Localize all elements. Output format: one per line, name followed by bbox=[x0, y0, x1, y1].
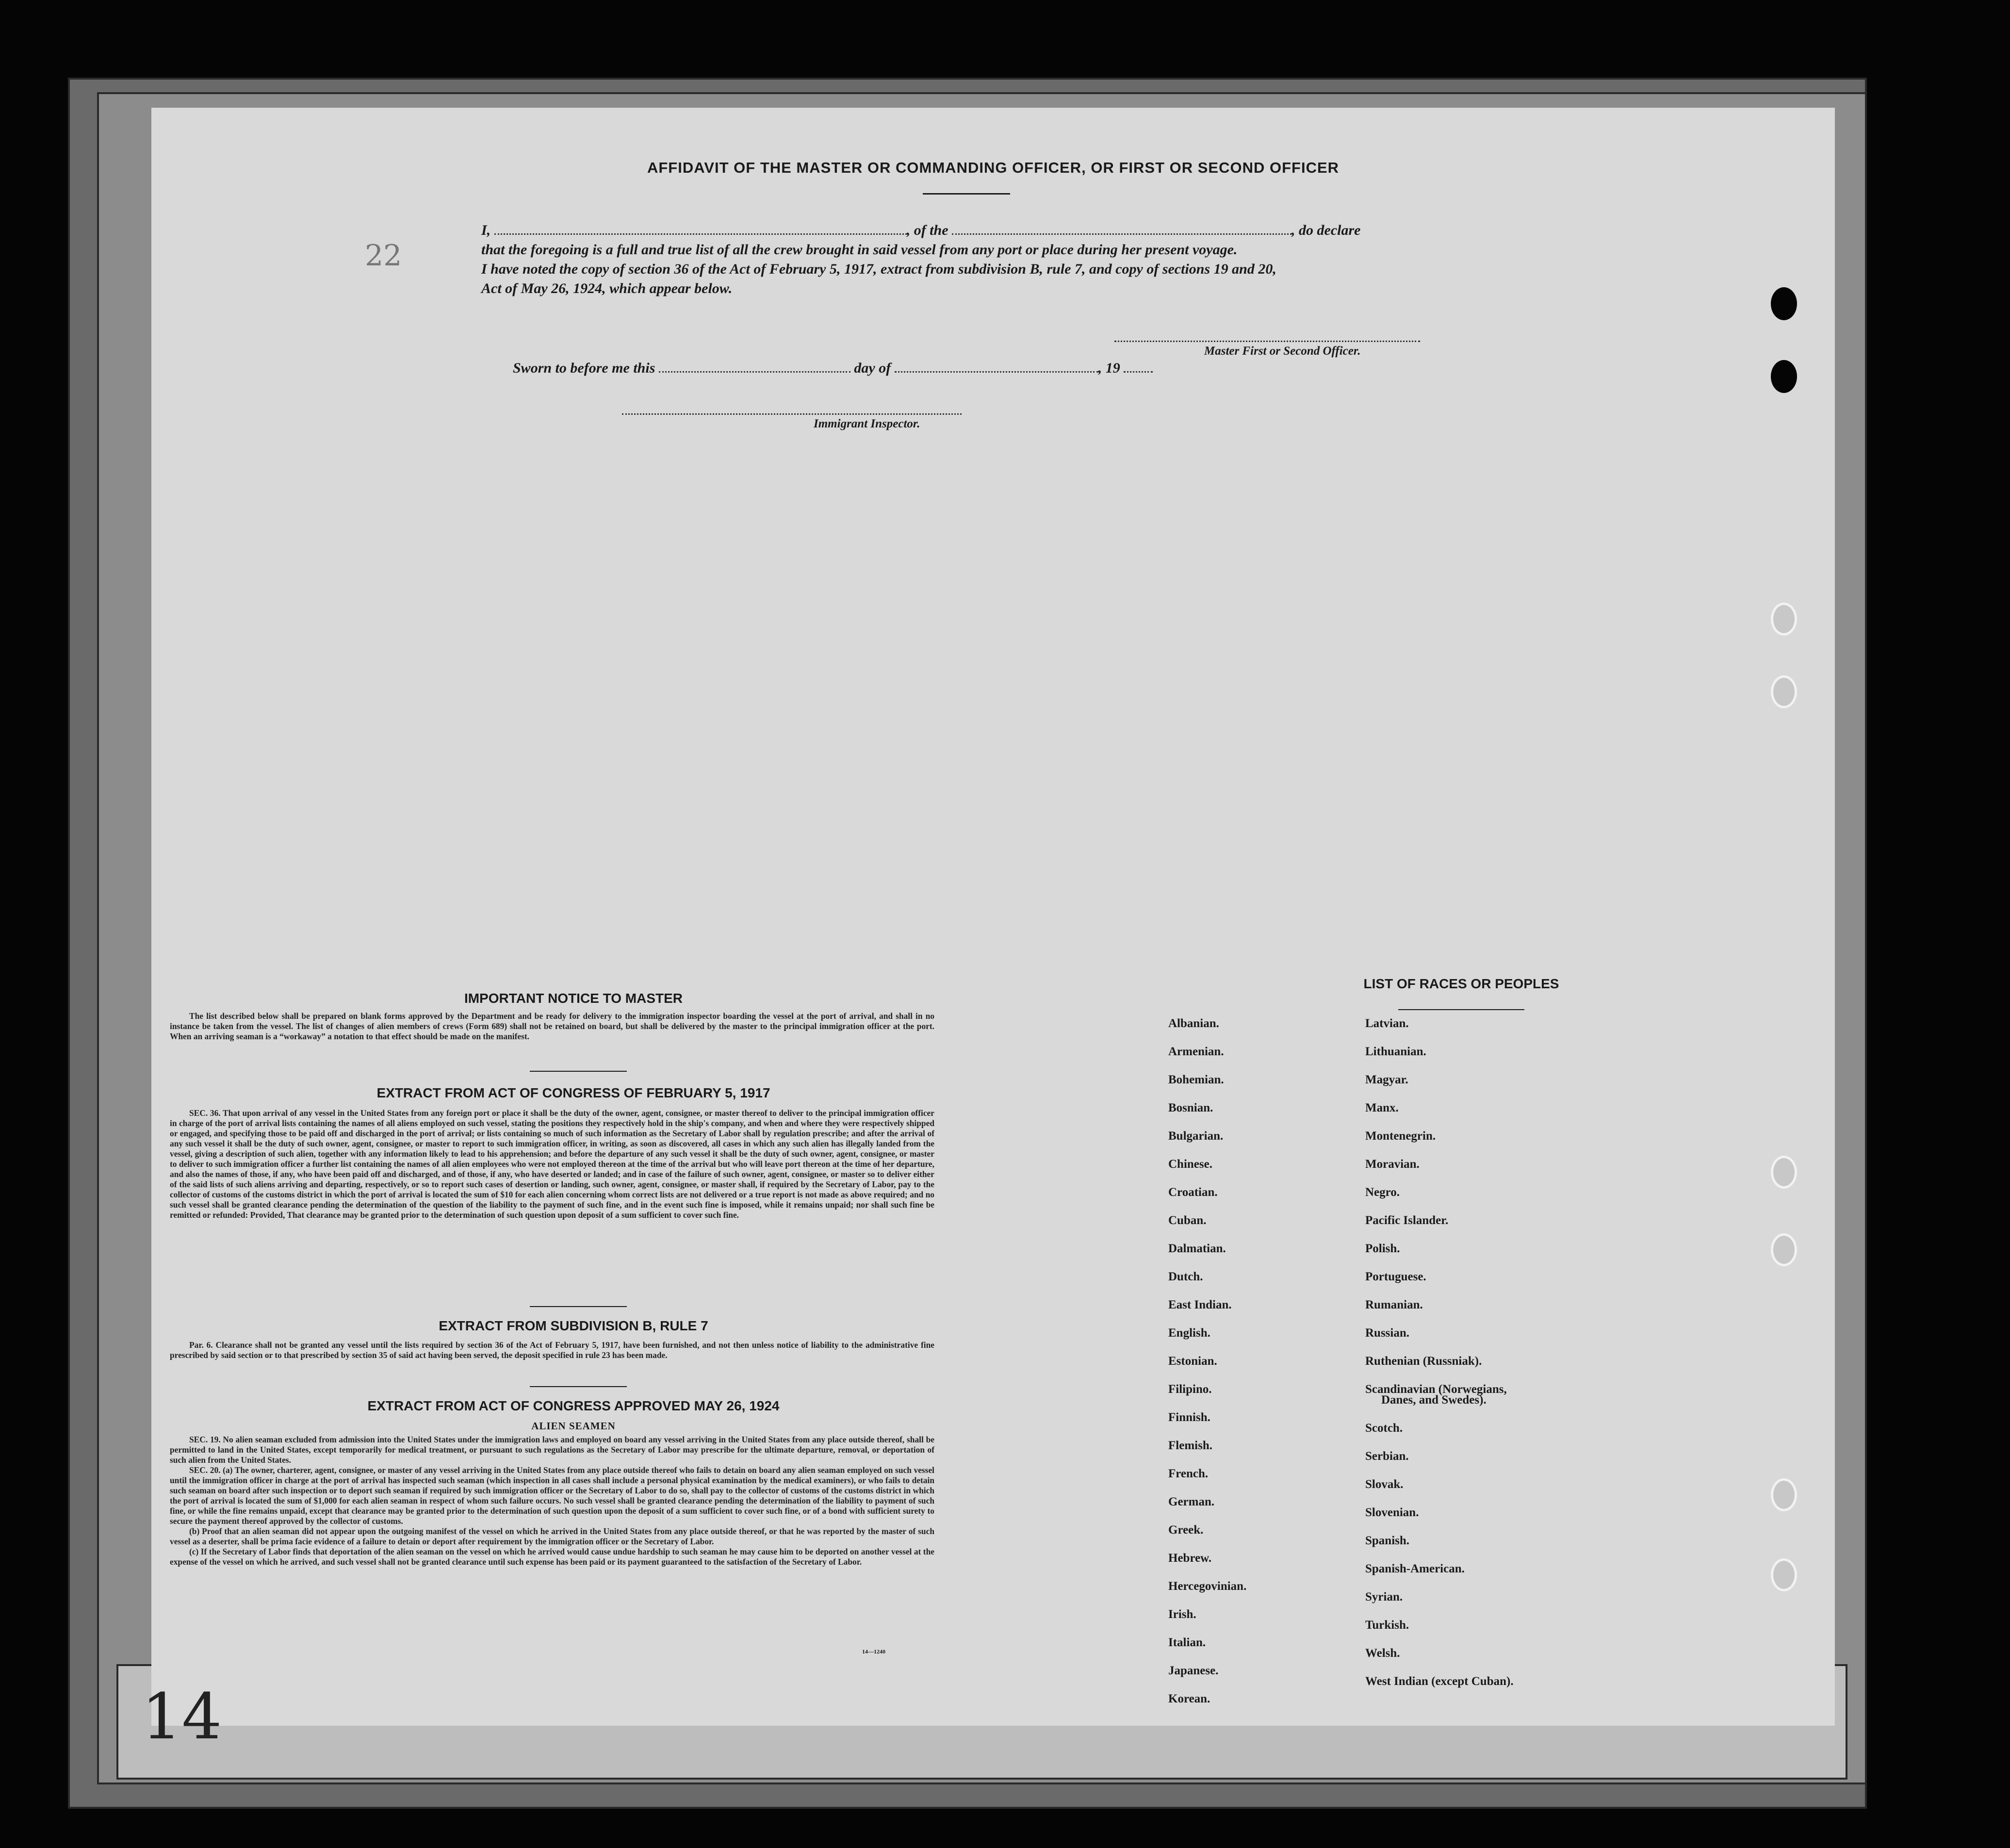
race-item: Spanish. bbox=[1365, 1534, 1410, 1547]
race-item: Hebrew. bbox=[1168, 1552, 1212, 1565]
races-title: LIST OF RACES OR PEOPLES bbox=[1363, 976, 1559, 991]
race-item: Albanian. bbox=[1168, 1017, 1219, 1030]
sworn-year: , 19 bbox=[1098, 360, 1120, 376]
race-item: Pacific Islander. bbox=[1365, 1214, 1449, 1227]
blank-month bbox=[895, 368, 1098, 373]
binder-hole bbox=[1771, 603, 1797, 636]
section-19-text: SEC. 19. No alien seaman excluded from admission into the United States under the immigration laws and employed on board any vessel arriving in the United States from any place outside thereof, shall be permitted to land in the United States, except temporarily for medical treatment, or pursuant to such regulations as the Secretary of Labor may prescribe for the ultimate departure, removal, or deportation of such alien from the United States. bbox=[170, 1435, 934, 1465]
document-page bbox=[142, 108, 1835, 1753]
race-item: Finnish. bbox=[1168, 1411, 1210, 1424]
binder-hole bbox=[1771, 360, 1797, 393]
sworn-text: Sworn to before me this bbox=[513, 360, 655, 376]
race-item: Moravian. bbox=[1365, 1158, 1420, 1171]
race-item: Danes, and Swedes). bbox=[1381, 1393, 1487, 1406]
race-item: Latvian. bbox=[1365, 1017, 1409, 1030]
affidavit-line-1 bbox=[481, 222, 1360, 239]
race-item: Armenian. bbox=[1168, 1045, 1224, 1058]
race-item: Chinese. bbox=[1168, 1158, 1212, 1171]
race-item: Slovak. bbox=[1365, 1478, 1404, 1491]
race-item: Irish. bbox=[1168, 1608, 1196, 1621]
race-item: Cuban. bbox=[1168, 1214, 1207, 1227]
affidavit-title: AFFIDAVIT OF THE MASTER OR COMMANDING OFFICER, OR FIRST OR SECOND OFFICER bbox=[647, 159, 1340, 176]
binder-hole bbox=[1771, 1558, 1797, 1591]
sworn-day-of: day of bbox=[854, 360, 891, 376]
race-item: Rumanian. bbox=[1365, 1298, 1423, 1311]
race-item: Manx. bbox=[1365, 1101, 1399, 1114]
race-item: Bohemian. bbox=[1168, 1073, 1224, 1086]
master-signature-label: Master First or Second Officer. bbox=[1204, 344, 1361, 358]
extract-1924-text bbox=[170, 1435, 934, 1567]
binder-hole bbox=[1771, 287, 1797, 320]
divider-rule bbox=[530, 1071, 627, 1072]
race-item: Filipino. bbox=[1168, 1383, 1212, 1396]
race-item: West Indian (except Cuban). bbox=[1365, 1675, 1514, 1688]
races-title-rule bbox=[1398, 1009, 1524, 1010]
sworn-line bbox=[513, 360, 1153, 376]
affidavit-line-4: Act of May 26, 1924, which appear below. bbox=[481, 280, 733, 296]
section-20a-text: SEC. 20. (a) The owner, charterer, agent, consignee, or master of any vessel arriving in the United States from any place outside thereof who fails to detain on board any alien seaman employed on such vessel until the immigration officer in charge at the port of arrival has inspected such seaman (which inspection in all cases shall include a personal physical examination by the medical examiners), or who fails to detain such seaman on board after such inspection or to deport such seaman if required by such immigration officer or the Secretary of Labor to do so, shall pay to the collector of customs of the customs district in which the port of arrival is located the sum of $1,000 for each alien seaman in respect of whom such failure occurs. No such vessel shall be granted clearance pending the determination of the liability to payment of such fine, or while the fine remains unpaid, except that clearance may be granted prior to the determination of such question upon the deposit of a sum sufficient to cover such fine, or of a bond with sufficient surety to secure the payment thereof approved by the collector of customs. bbox=[170, 1465, 934, 1526]
title-rule bbox=[923, 193, 1010, 195]
race-item: Croatian. bbox=[1168, 1186, 1218, 1199]
affidavit-line-1-declare: , do declare bbox=[1291, 222, 1361, 238]
race-item: English. bbox=[1168, 1326, 1210, 1340]
subdivision-b-text: Par. 6. Clearance shall not be granted any vessel until the lists required by section 36 of the Act of February 5, 1917, have been furnished, and not then unless notice of liability to the administrative fine prescribed by said section or to that prescribed by section 35 of said act having been served, the deposit specified in rule 23 has been made. bbox=[170, 1340, 934, 1360]
binder-hole bbox=[1771, 1156, 1797, 1189]
race-item: Scotch. bbox=[1365, 1422, 1403, 1435]
race-item: Estonian. bbox=[1168, 1355, 1217, 1368]
binder-hole bbox=[1771, 675, 1797, 708]
notice-text: The list described below shall be prepared on blank forms approved by the Department and be ready for delivery to the immigration inspector boarding the vessel at the port of arrival, and shall in no instance be taken from the vessel. The list of changes of alien members of crews (Form 689) shall not be retained on board, but shall be delivered by the master to the principal immigration officer at the port. When an arriving seaman is a “workaway” a notation to that effect should be made on the manifest. bbox=[170, 1011, 934, 1041]
race-item: Hercegovinian. bbox=[1168, 1580, 1247, 1593]
affidavit-line-2: that the foregoing is a full and true list of all the crew brought in said vessel from any port or place during her present voyage. bbox=[481, 242, 1238, 258]
race-item: Japanese. bbox=[1168, 1664, 1219, 1677]
affidavit-line-3: I have noted the copy of section 36 of the Act of February 5, 1917, extract from subdivision B, rule 7, and copy of sections 19 and 20, bbox=[481, 261, 1276, 277]
binder-hole bbox=[1771, 1233, 1797, 1266]
race-item: Slovenian. bbox=[1365, 1506, 1419, 1519]
race-item: Syrian. bbox=[1365, 1590, 1403, 1603]
blank-vessel bbox=[952, 230, 1291, 235]
race-item: Polish. bbox=[1365, 1242, 1400, 1255]
race-item: Dalmatian. bbox=[1168, 1242, 1226, 1255]
race-item: Lithuanian. bbox=[1365, 1045, 1426, 1058]
race-item: Portuguese. bbox=[1365, 1270, 1426, 1283]
race-item: Spanish-American. bbox=[1365, 1562, 1465, 1575]
affidavit-line-1-i: I, bbox=[481, 222, 491, 238]
subdivision-b-title: EXTRACT FROM SUBDIVISION B, RULE 7 bbox=[439, 1318, 708, 1333]
race-item: Korean. bbox=[1168, 1692, 1210, 1705]
blank-year bbox=[1124, 368, 1153, 373]
binder-hole bbox=[1771, 1478, 1797, 1511]
inspector-signature-line bbox=[622, 413, 962, 415]
affidavit-line-1-of-the: , of the bbox=[906, 222, 948, 238]
race-item: Scandinavian (Norwegians, bbox=[1365, 1383, 1507, 1396]
divider-rule bbox=[530, 1306, 627, 1307]
race-item: East Indian. bbox=[1168, 1298, 1232, 1311]
handwritten-page-mark: 14 bbox=[142, 1680, 222, 1753]
bleed-through-text bbox=[1791, 447, 1798, 459]
race-item: Negro. bbox=[1365, 1186, 1400, 1199]
handwritten-margin-number: 22 bbox=[365, 239, 402, 273]
form-number: 14—1240 bbox=[862, 1648, 885, 1655]
race-item: Turkish. bbox=[1365, 1619, 1409, 1632]
blank-day bbox=[659, 368, 850, 373]
extract-1924-title: EXTRACT FROM ACT OF CONGRESS APPROVED MAY 26, 1924 bbox=[367, 1398, 780, 1413]
race-item: Bulgarian. bbox=[1168, 1129, 1224, 1143]
race-item: German. bbox=[1168, 1495, 1215, 1508]
race-item: Russian. bbox=[1365, 1326, 1410, 1340]
race-item: Montenegrin. bbox=[1365, 1129, 1436, 1143]
race-item: French. bbox=[1168, 1467, 1209, 1480]
race-item: Italian. bbox=[1168, 1636, 1206, 1649]
race-item: Welsh. bbox=[1365, 1647, 1400, 1660]
race-item: Flemish. bbox=[1168, 1439, 1212, 1452]
race-item: Bosnian. bbox=[1168, 1101, 1213, 1114]
extract-1917-text: SEC. 36. That upon arrival of any vessel in the United States from any foreign port or place it shall be the duty of the owner, agent, consignee, or master thereof to deliver to the principal immigration officer in charge of the port of arrival lists containing the names of all aliens employed on such vessel, stating the positions they respectively hold in the ship's company, and when and where they were respectively shipped or engaged, and specifying those to be paid off and discharged in the port of arrival; or lists containing so much of such information as the Secretary of Labor shall by regulation prescribe; and after the arrival of any such vessel it shall be the duty of such owner, agent, consignee, or master to report to such immigration officer, in writing, as soon as discovered, all cases in which any such alien has illegally landed from the vessel, giving a description of such alien, together with any information likely to lead to his apprehension; and before the departure of any such vessel it shall be the duty of such owner, agent, consignee, or master to deliver to such immigration officer a further list containing the names of all alien employees who were not employed thereon at the time of the arrival but who will leave port thereon at the time of her departure, and also the names of those, if any, who have been paid off and discharged, and of those, if any, who have deserted or landed; and in case of the failure of such owner, agent, consignee, or master so to deliver either of the said lists of such aliens arriving and departing, respectively, or so to report such cases of desertion or landing, such owner, agent, consignee, or master shall, if required by the Secretary of Labor, pay to the collector of customs of the customs district in which the port of arrival is located the sum of $10 for each alien concerning whom correct lists are not delivered or a true report is not made as above required; and no such vessel shall be granted clearance pending the determination of the question of the liability to the payment of such fine, and in the event such fine is imposed, while it remains unpaid; nor shall such fine be remitted or refunded: Provided, That clearance may be granted prior to the determination of such question upon deposit of a sum sufficient to cover such fine. bbox=[170, 1108, 934, 1220]
race-item: Greek. bbox=[1168, 1523, 1204, 1537]
race-item: Dutch. bbox=[1168, 1270, 1203, 1283]
blank-name bbox=[494, 230, 907, 235]
section-20c-text: (c) If the Secretary of Labor finds that deportation of the alien seaman on the vessel on which he arrived would cause undue hardship to such seaman he may cause him to be deported on another vessel at the expense of the vessel on which he arrived, and such vessel shall not be granted clearance until such expense has been paid or its payment guaranteed to the satisfaction of the Secretary of Labor. bbox=[170, 1547, 934, 1567]
race-item: Ruthenian (Russniak). bbox=[1365, 1355, 1482, 1368]
extract-1917-title: EXTRACT FROM ACT OF CONGRESS OF FEBRUARY 5, 1917 bbox=[376, 1085, 770, 1100]
master-signature-line bbox=[1114, 341, 1420, 342]
notice-title: IMPORTANT NOTICE TO MASTER bbox=[464, 991, 683, 1006]
divider-rule bbox=[530, 1386, 627, 1387]
inspector-signature-label: Immigrant Inspector. bbox=[814, 417, 920, 430]
race-item: Magyar. bbox=[1365, 1073, 1408, 1086]
section-20b-text: (b) Proof that an alien seaman did not appear upon the outgoing manifest of the vessel on which he arrived in the United States from any place outside thereof, or that he was reported by the master of such vessel as a deserter, shall be prima facie evidence of a failure to detain or deport after requirement by the immigration officer or the Secretary of Labor. bbox=[170, 1526, 934, 1546]
race-item: Serbian. bbox=[1365, 1450, 1409, 1463]
alien-seamen-subtitle: ALIEN SEAMEN bbox=[531, 1420, 616, 1432]
